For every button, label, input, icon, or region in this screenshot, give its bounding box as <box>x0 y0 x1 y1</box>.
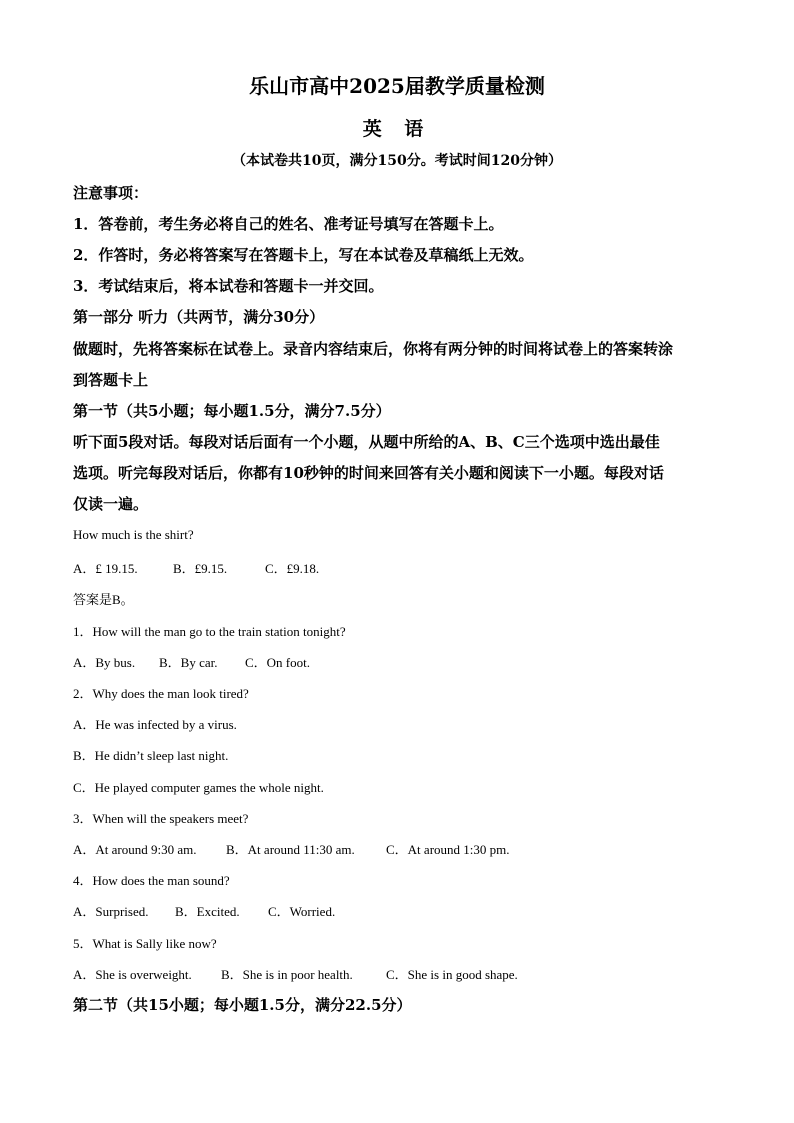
question-3-options <box>73 839 510 858</box>
part1-heading: 第一部分 听力（共两节，满分30分） <box>73 308 325 326</box>
option-a: A．He was infected by a virus. <box>73 717 237 732</box>
section1-instructions: 选项。听完每段对话后，你都有10秒钟的时间来回答有关小题和阅读下一小题。每段对话 <box>73 464 664 482</box>
option-c: C．Worried. <box>268 904 336 919</box>
option-b: B．By car. <box>159 655 218 670</box>
section1-instructions: 仅读一遍。 <box>73 495 149 513</box>
question-2: 2．Why does the man look tired? <box>73 686 249 701</box>
note-item: 3．考试结束后，将本试卷和答题卡一并交回。 <box>73 277 384 295</box>
question-5: 5．What is Sally like now? <box>73 936 217 951</box>
option-a: A．Surprised. <box>73 904 149 919</box>
option-a: A．By bus. <box>73 655 136 670</box>
question-5-options <box>73 964 518 983</box>
section1-heading: 第一节（共5小题；每小题1.5分，满分7.5分） <box>73 402 391 420</box>
question-1-options <box>73 652 310 671</box>
part1-instructions: 到答题卡上 <box>73 371 149 389</box>
option-b: B．She is in poor health. <box>221 967 353 982</box>
option-c: C．On foot. <box>245 655 311 670</box>
option-b: B．At around 11:30 am. <box>226 842 355 857</box>
subject-title: 英 语 <box>362 118 432 140</box>
part1-instructions: 做题时，先将答案标在试卷上。录音内容结束后，你将有两分钟的时间将试卷上的答案转涂 <box>73 340 674 358</box>
question-4-options <box>73 901 335 920</box>
option-b: B．Excited. <box>175 904 240 919</box>
option-c: C．She is in good shape. <box>386 967 518 982</box>
note-item: 1．答卷前，考生务必将自己的姓名、准考证号填写在答题卡上。 <box>73 215 504 233</box>
question-3: 3．When will the speakers meet? <box>73 811 249 826</box>
option-a: A．£ 19.15. <box>73 561 138 576</box>
option-c: C．At around 1:30 pm. <box>386 842 510 857</box>
exam-info: （本试卷共10页，满分150分。考试时间120分钟） <box>232 153 562 169</box>
example-answer: 答案是B。 <box>73 592 134 607</box>
option-b: B．He didn’t sleep last night. <box>73 748 229 763</box>
option-b: B．£9.15. <box>173 561 228 576</box>
notes-heading: 注意事项： <box>73 184 149 202</box>
question-1: 1．How will the man go to the train station tonight? <box>73 624 346 639</box>
exam-title: 乐山市高中2025届教学质量检测 <box>249 74 545 98</box>
option-a: A．She is overweight. <box>73 967 192 982</box>
section2-heading: 第二节（共15小题；每小题1.5分，满分22.5分） <box>73 996 412 1014</box>
example-options <box>73 558 319 577</box>
option-a: A．At around 9:30 am. <box>73 842 197 857</box>
section1-instructions: 听下面5段对话。每段对话后面有一个小题，从题中所给的A、B、C三个选项中选出最佳 <box>73 433 660 451</box>
option-c: C．He played computer games the whole night. <box>73 780 324 795</box>
example-question: How much is the shirt? <box>73 527 194 542</box>
question-4: 4．How does the man sound? <box>73 873 230 888</box>
note-item: 2．作答时，务必将答案写在答题卡上，写在本试卷及草稿纸上无效。 <box>73 246 534 264</box>
option-c: C．£9.18. <box>265 561 320 576</box>
